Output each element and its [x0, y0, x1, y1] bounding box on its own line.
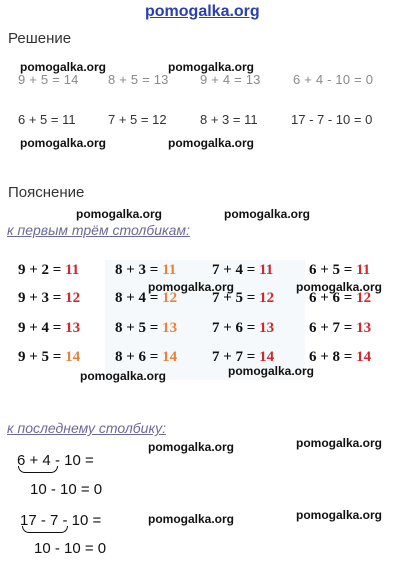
watermark-text: pomogalka.org	[296, 280, 383, 294]
site-watermark-top[interactable]: pomogalka.org	[145, 3, 260, 20]
grid-equation: 6 + 5 = 11	[309, 262, 371, 278]
handwritten-equation: 10 - 10 = 0	[30, 481, 103, 498]
watermark-text: pomogalka.org	[168, 136, 255, 150]
subheading-first-columns: к первым трём столбикам:	[7, 222, 190, 238]
solution-equation: 7 + 5 = 12	[108, 112, 167, 127]
grid-equation: 7 + 5 = 12	[212, 290, 275, 306]
grid-equation: 8 + 4 = 12	[115, 290, 178, 306]
watermark-text: pomogalka.org	[148, 512, 235, 526]
watermark-text: pomogalka.org	[296, 508, 383, 522]
watermark-text: pomogalka.org	[80, 369, 167, 383]
watermark-text: pomogalka.org	[20, 60, 107, 74]
grouping-brace	[18, 466, 58, 473]
solution-equation: 8 + 5 = 13	[108, 72, 169, 87]
solution-equation: 17 - 7 - 10 = 0	[291, 112, 373, 127]
watermark-text: pomogalka.org	[148, 440, 235, 454]
grid-equation: 6 + 6 = 12	[309, 290, 372, 306]
watermark-text: pomogalka.org	[76, 207, 163, 221]
solution-equation: 6 + 4 - 10 = 0	[293, 72, 374, 87]
subheading-last-column: к последнему столбику:	[7, 420, 166, 436]
grouping-brace	[22, 526, 68, 533]
solution-equation: 8 + 3 = 11	[200, 112, 258, 127]
grid-equation: 6 + 7 = 13	[309, 320, 372, 336]
grid-equation: 7 + 6 = 13	[212, 320, 275, 336]
watermark-text: pomogalka.org	[148, 280, 235, 294]
grid-equation: 9 + 2 = 11	[18, 262, 80, 278]
solution-equation: 9 + 5 = 14	[18, 72, 79, 87]
watermark-text: pomogalka.org	[20, 136, 107, 150]
grid-equation: 7 + 4 = 11	[212, 262, 274, 278]
watermark-text: pomogalka.org	[296, 436, 383, 450]
grid-equation: 8 + 6 = 14	[115, 349, 178, 365]
watermark-text: pomogalka.org	[228, 364, 315, 378]
grid-equation: 8 + 5 = 13	[115, 320, 178, 336]
grid-equation: 9 + 4 = 13	[18, 320, 81, 336]
grid-equation: 6 + 8 = 14	[309, 349, 372, 365]
grid-equation: 8 + 3 = 11	[115, 262, 177, 278]
solution-equation: 9 + 4 = 13	[200, 72, 261, 87]
explanation-heading: Пояснение	[8, 184, 85, 201]
solution-equation: 6 + 5 = 11	[18, 112, 76, 127]
handwritten-equation: 17 - 7 - 10 =	[20, 512, 102, 529]
watermark-text: pomogalka.org	[168, 60, 255, 74]
handwritten-equation: 10 - 10 = 0	[34, 540, 107, 557]
solution-heading: Решение	[8, 30, 72, 47]
handwritten-equation: 6 + 4 - 10 =	[17, 452, 94, 469]
grid-equation: 7 + 7 = 14	[212, 349, 275, 365]
grid-equation: 9 + 3 = 12	[18, 290, 81, 306]
grid-equation: 9 + 5 = 14	[18, 349, 81, 365]
watermark-text: pomogalka.org	[224, 207, 311, 221]
